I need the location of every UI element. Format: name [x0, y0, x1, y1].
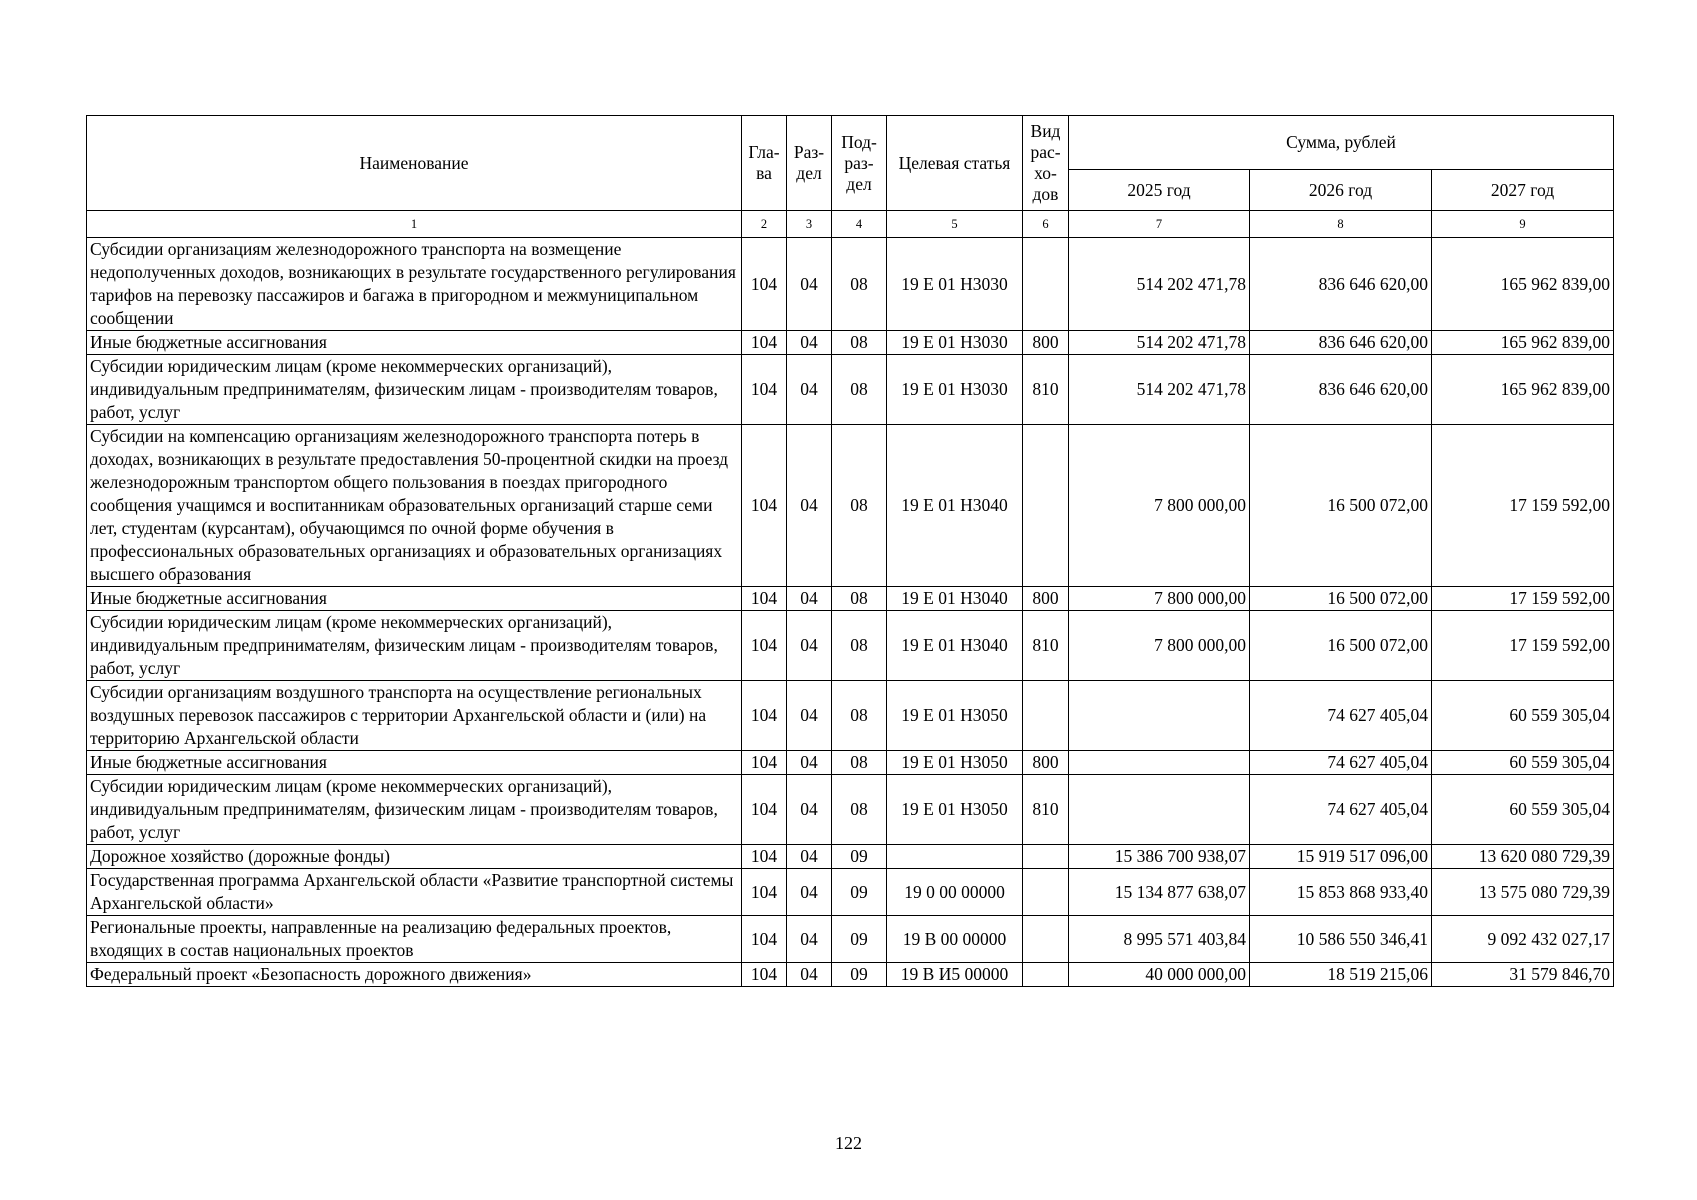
row-amount-2025: 514 202 471,78	[1069, 331, 1250, 355]
row-razdel: 04	[787, 963, 832, 987]
row-name: Субсидии организациям железнодорожного транспорта на возмещение недополученных доходов, возникающих в результате государственного регулирования тарифов на перевозку пассажиров и багажа в пригородном и межмуниципальном сообщении	[87, 238, 742, 331]
row-podrazdel: 09	[832, 963, 887, 987]
row-podrazdel: 09	[832, 916, 887, 963]
row-razdel: 04	[787, 587, 832, 611]
header-glava: Гла-ва	[742, 116, 787, 211]
row-glava: 104	[742, 775, 787, 845]
row-podrazdel: 08	[832, 425, 887, 587]
table-row	[87, 238, 1614, 331]
row-name: Федеральный проект «Безопасность дорожного движения»	[87, 963, 742, 987]
row-statya: 19 В 00 00000	[887, 916, 1023, 963]
row-glava: 104	[742, 869, 787, 916]
row-vid: 810	[1023, 355, 1069, 425]
row-amount-2027: 60 559 305,04	[1432, 775, 1614, 845]
row-razdel: 04	[787, 775, 832, 845]
row-amount-2026: 74 627 405,04	[1250, 751, 1432, 775]
row-amount-2026: 836 646 620,00	[1250, 355, 1432, 425]
row-amount-2027: 60 559 305,04	[1432, 751, 1614, 775]
row-vid: 800	[1023, 331, 1069, 355]
row-razdel: 04	[787, 238, 832, 331]
row-statya: 19 Е 01 Н3030	[887, 355, 1023, 425]
row-statya: 19 Е 01 Н3030	[887, 331, 1023, 355]
row-glava: 104	[742, 425, 787, 587]
row-amount-2025: 7 800 000,00	[1069, 425, 1250, 587]
column-number: 9	[1432, 211, 1614, 238]
row-razdel: 04	[787, 681, 832, 751]
column-number: 3	[787, 211, 832, 238]
row-vid	[1023, 238, 1069, 331]
header-year-2026: 2026 год	[1250, 170, 1432, 211]
row-razdel: 04	[787, 751, 832, 775]
row-amount-2027: 165 962 839,00	[1432, 355, 1614, 425]
row-amount-2026: 836 646 620,00	[1250, 331, 1432, 355]
row-podrazdel: 08	[832, 238, 887, 331]
row-podrazdel: 08	[832, 587, 887, 611]
row-glava: 104	[742, 963, 787, 987]
row-glava: 104	[742, 355, 787, 425]
row-name: Дорожное хозяйство (дорожные фонды)	[87, 845, 742, 869]
row-amount-2027: 165 962 839,00	[1432, 238, 1614, 331]
header-razdel: Раз-дел	[787, 116, 832, 211]
table-body	[87, 211, 1614, 987]
row-statya: 19 Е 01 Н3040	[887, 611, 1023, 681]
row-razdel: 04	[787, 845, 832, 869]
header-name: Наименование	[87, 116, 742, 211]
row-amount-2025: 15 386 700 938,07	[1069, 845, 1250, 869]
row-statya: 19 Е 01 Н3050	[887, 681, 1023, 751]
row-glava: 104	[742, 751, 787, 775]
row-statya: 19 Е 01 Н3050	[887, 775, 1023, 845]
row-amount-2026: 74 627 405,04	[1250, 775, 1432, 845]
column-number: 5	[887, 211, 1023, 238]
row-statya: 19 0 00 00000	[887, 869, 1023, 916]
row-vid	[1023, 869, 1069, 916]
row-amount-2025: 7 800 000,00	[1069, 587, 1250, 611]
row-razdel: 04	[787, 611, 832, 681]
row-amount-2026: 74 627 405,04	[1250, 681, 1432, 751]
row-amount-2027: 13 620 080 729,39	[1432, 845, 1614, 869]
row-amount-2025	[1069, 681, 1250, 751]
row-name: Субсидии на компенсацию организациям железнодорожного транспорта потерь в доходах, возникающих в результате предоставления 50-процентной скидки на проезд железнодорожным транспортом общего пользования в поездах пригородного сообщения учащимся и воспитанникам образовательных организаций старше семи лет, студентам (курсантам), обучающимся по очной форме обучения в профессиональных образовательных организациях и образовательных организациях высшего образования	[87, 425, 742, 587]
row-name: Региональные проекты, направленные на реализацию федеральных проектов, входящих в состав национальных проектов	[87, 916, 742, 963]
table-row	[87, 869, 1614, 916]
header-year-2027: 2027 год	[1432, 170, 1614, 211]
column-number-row	[87, 211, 1614, 238]
header-vid: Вид рас-хо-дов	[1023, 116, 1069, 211]
header-year-2025: 2025 год	[1069, 170, 1250, 211]
row-podrazdel: 08	[832, 611, 887, 681]
row-amount-2026: 16 500 072,00	[1250, 425, 1432, 587]
column-number: 6	[1023, 211, 1069, 238]
row-vid	[1023, 425, 1069, 587]
row-amount-2027: 13 575 080 729,39	[1432, 869, 1614, 916]
row-glava: 104	[742, 587, 787, 611]
row-razdel: 04	[787, 869, 832, 916]
row-amount-2026: 15 853 868 933,40	[1250, 869, 1432, 916]
row-name: Субсидии юридическим лицам (кроме некоммерческих организаций), индивидуальным предпринимателям, физическим лицам - производителям товаров, работ, услуг	[87, 355, 742, 425]
row-statya: 19 Е 01 Н3040	[887, 587, 1023, 611]
row-podrazdel: 08	[832, 775, 887, 845]
row-razdel: 04	[787, 425, 832, 587]
row-podrazdel: 08	[832, 355, 887, 425]
table-row	[87, 425, 1614, 587]
column-number: 4	[832, 211, 887, 238]
header-podrazdel: Под-раз-дел	[832, 116, 887, 211]
row-glava: 104	[742, 331, 787, 355]
column-number: 1	[87, 211, 742, 238]
row-podrazdel: 08	[832, 331, 887, 355]
row-amount-2027: 9 092 432 027,17	[1432, 916, 1614, 963]
column-number: 2	[742, 211, 787, 238]
row-amount-2025: 8 995 571 403,84	[1069, 916, 1250, 963]
row-razdel: 04	[787, 331, 832, 355]
row-amount-2025: 7 800 000,00	[1069, 611, 1250, 681]
row-amount-2025: 15 134 877 638,07	[1069, 869, 1250, 916]
row-name: Субсидии юридическим лицам (кроме некоммерческих организаций), индивидуальным предпринимателям, физическим лицам - производителям товаров, работ, услуг	[87, 611, 742, 681]
row-amount-2025	[1069, 751, 1250, 775]
row-amount-2026: 16 500 072,00	[1250, 611, 1432, 681]
table-row	[87, 916, 1614, 963]
row-name: Иные бюджетные ассигнования	[87, 331, 742, 355]
table-row	[87, 845, 1614, 869]
row-glava: 104	[742, 916, 787, 963]
row-vid: 810	[1023, 775, 1069, 845]
row-statya: 19 Е 01 Н3050	[887, 751, 1023, 775]
row-podrazdel: 08	[832, 681, 887, 751]
row-amount-2026: 10 586 550 346,41	[1250, 916, 1432, 963]
row-vid	[1023, 963, 1069, 987]
row-name: Государственная программа Архангельской области «Развитие транспортной системы Архангельской области»	[87, 869, 742, 916]
table-row	[87, 751, 1614, 775]
row-amount-2025: 40 000 000,00	[1069, 963, 1250, 987]
table-row	[87, 963, 1614, 987]
row-glava: 104	[742, 611, 787, 681]
header-statya: Целевая статья	[887, 116, 1023, 211]
row-statya: 19 Е 01 Н3030	[887, 238, 1023, 331]
budget-table	[86, 115, 1614, 987]
table-row	[87, 587, 1614, 611]
row-podrazdel: 09	[832, 845, 887, 869]
column-number: 8	[1250, 211, 1432, 238]
row-vid	[1023, 916, 1069, 963]
row-amount-2025	[1069, 775, 1250, 845]
table-row	[87, 355, 1614, 425]
row-podrazdel: 09	[832, 869, 887, 916]
row-razdel: 04	[787, 916, 832, 963]
table-row	[87, 775, 1614, 845]
table-row	[87, 681, 1614, 751]
row-amount-2025: 514 202 471,78	[1069, 238, 1250, 331]
row-name: Иные бюджетные ассигнования	[87, 751, 742, 775]
row-statya: 19 Е 01 Н3040	[887, 425, 1023, 587]
row-name: Субсидии юридическим лицам (кроме некоммерческих организаций), индивидуальным предпринимателям, физическим лицам - производителям товаров, работ, услуг	[87, 775, 742, 845]
row-glava: 104	[742, 238, 787, 331]
column-number: 7	[1069, 211, 1250, 238]
row-vid: 810	[1023, 611, 1069, 681]
row-amount-2027: 165 962 839,00	[1432, 331, 1614, 355]
row-amount-2027: 17 159 592,00	[1432, 587, 1614, 611]
row-amount-2025: 514 202 471,78	[1069, 355, 1250, 425]
row-vid: 800	[1023, 751, 1069, 775]
row-amount-2026: 836 646 620,00	[1250, 238, 1432, 331]
row-statya	[887, 845, 1023, 869]
row-name: Субсидии организациям воздушного транспорта на осуществление региональных воздушных перевозок пассажиров с территории Архангельской области и (или) на территорию Архангельской области	[87, 681, 742, 751]
row-amount-2026: 18 519 215,06	[1250, 963, 1432, 987]
row-amount-2027: 31 579 846,70	[1432, 963, 1614, 987]
row-glava: 104	[742, 681, 787, 751]
row-podrazdel: 08	[832, 751, 887, 775]
row-amount-2026: 15 919 517 096,00	[1250, 845, 1432, 869]
row-vid: 800	[1023, 587, 1069, 611]
row-amount-2027: 17 159 592,00	[1432, 611, 1614, 681]
table-row	[87, 611, 1614, 681]
row-statya: 19 В И5 00000	[887, 963, 1023, 987]
header-summa: Сумма, рублей	[1069, 116, 1614, 170]
row-vid	[1023, 681, 1069, 751]
row-amount-2027: 17 159 592,00	[1432, 425, 1614, 587]
page-number: 122	[835, 1133, 862, 1153]
row-amount-2027: 60 559 305,04	[1432, 681, 1614, 751]
table-row	[87, 331, 1614, 355]
row-name: Иные бюджетные ассигнования	[87, 587, 742, 611]
row-amount-2026: 16 500 072,00	[1250, 587, 1432, 611]
row-glava: 104	[742, 845, 787, 869]
row-vid	[1023, 845, 1069, 869]
row-razdel: 04	[787, 355, 832, 425]
